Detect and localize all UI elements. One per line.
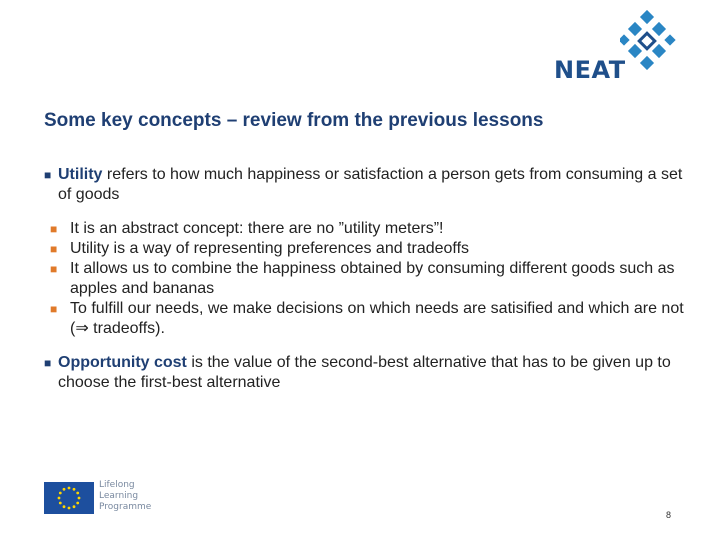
- sub-bullet-text: It allows us to combine the happiness obtained by consuming different goods such as apples and bananas: [70, 260, 675, 297]
- bullet-opportunity-cost: [44, 353, 694, 393]
- sub-bullet-text: It is an abstract concept: there are no ”utility meters”!: [70, 220, 444, 237]
- sub-bullet-marker-icon: ■: [50, 302, 58, 316]
- sub-bullet-text: Utility is a way of representing preferences and tradeoffs: [70, 240, 470, 257]
- bullet-text: refers to how much happiness or satisfaction a person gets from consuming a set of goods: [58, 166, 683, 203]
- lifelong-learning-logo: [44, 480, 164, 514]
- bullet-bold: Opportunity cost: [58, 354, 187, 371]
- sub-bullet: [50, 259, 694, 299]
- programme-line: Learning: [99, 491, 139, 501]
- bullet-marker-icon: ■: [44, 356, 52, 370]
- neat-logo: [554, 10, 684, 86]
- programme-line: Programme: [99, 502, 152, 512]
- sub-bullet: [50, 239, 694, 259]
- slide-title: Some key concepts – review from the previous lessons: [44, 110, 544, 131]
- programme-text: [99, 480, 151, 513]
- bullet-bold: Utility: [58, 166, 103, 183]
- sub-bullet-marker-icon: ■: [50, 242, 58, 256]
- sub-bullet: [50, 219, 694, 239]
- sub-bullet-marker-icon: ■: [50, 222, 58, 236]
- bullet-utility: [44, 165, 694, 205]
- eu-flag-icon: [44, 482, 94, 514]
- logo-diamond-icon: [620, 10, 680, 70]
- sub-bullet-marker-icon: ■: [50, 262, 58, 276]
- bullet-marker-icon: ■: [44, 168, 52, 182]
- sub-bullet-text: To fulfill our needs, we make decisions on which needs are satisified and which are not (⇒ tradeoffs).: [70, 300, 684, 337]
- sub-bullet-list: [44, 219, 694, 339]
- sub-bullet: [50, 299, 694, 339]
- programme-line: Lifelong: [99, 480, 135, 490]
- bullet-text: is the value of the second-best alternative that has to be given up to choose the first-best alternative: [58, 354, 671, 391]
- logo-text: NEAT: [554, 56, 626, 84]
- page-number: 8: [666, 510, 672, 520]
- slide-content: [44, 165, 694, 393]
